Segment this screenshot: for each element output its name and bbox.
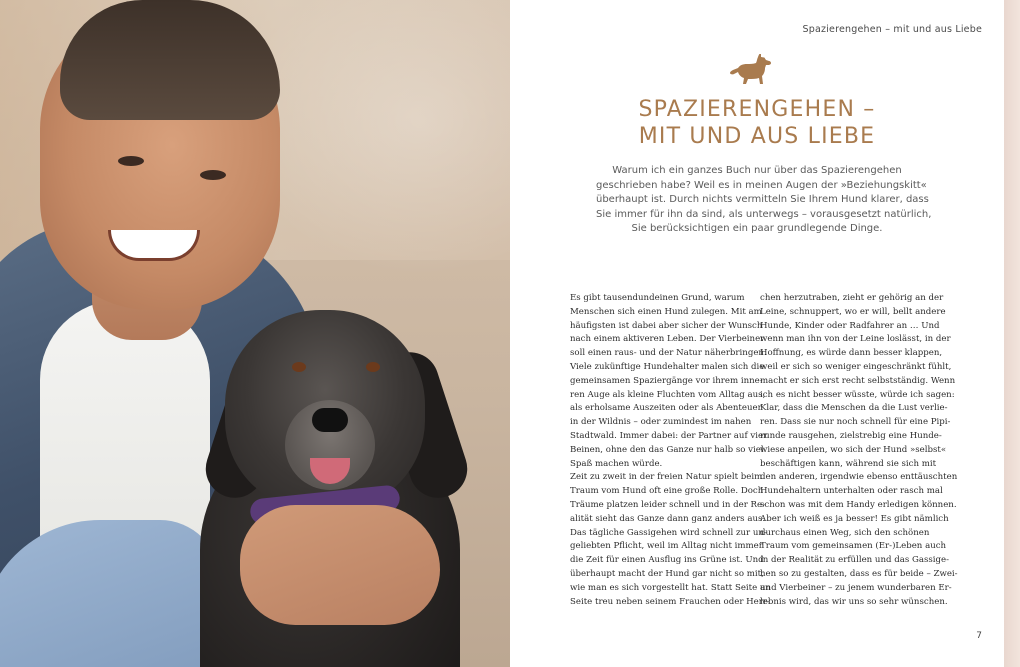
body-line: Zeit zu zweit in der freien Natur spielt beim (570, 472, 763, 483)
body-line: und Vierbeiner – zu jenem wunderbaren Er- (760, 582, 952, 593)
photo-dog-eye-right (366, 362, 380, 372)
body-line: ren Auge als kleine Fluchten vom Alltag aus, (570, 389, 766, 400)
photo-dog-eye-left (292, 362, 306, 372)
body-line: runde rausgehen, zielstrebig eine Hunde- (760, 430, 942, 441)
body-line: chen herzutraben, zieht er gehörig an der (760, 293, 944, 303)
photo-eye-left (118, 156, 144, 166)
body-line: wenn man ihn von der Leine loslässt, in der (760, 334, 951, 345)
text-page (510, 0, 1004, 667)
body-line: Traum vom gemeinsamen (Er-)Leben auch (760, 541, 947, 552)
body-line: Viele zukünftige Hundehalter malen sich die (570, 361, 765, 372)
intro-line: Warum ich ein ganzes Buch nur über das Spazierengehen (612, 165, 902, 176)
body-column-right (760, 292, 958, 609)
body-line: ren. Dass sie nur noch schnell für eine Pipi- (760, 417, 951, 428)
page-number: 7 (976, 631, 982, 641)
body-column-left (570, 292, 771, 609)
body-line: Traum vom Hund oft eine große Rolle. Doch (570, 486, 764, 497)
body-line: als erholsame Auszeiten oder als Abenteuer (570, 403, 762, 414)
body-line: in der Realität zu erfüllen und das Gassige- (760, 555, 950, 566)
body-line: hen so zu gestalten, dass es für beide – Zwei- (760, 568, 958, 579)
page-edge (1004, 0, 1020, 667)
intro-line: Sie immer für ihn da sind, als unterwegs – vorausgesetzt natürlich, (596, 208, 932, 220)
body-line: Stadtwald. Immer dabei: der Partner auf vier (570, 430, 768, 441)
body-line: Menschen sich einen Hund zulegen. Mit am (570, 306, 762, 317)
body-line: soll einen raus- und der Natur näherbringen. (570, 348, 767, 359)
body-line: Träume platzen leider schnell und in der Re- (570, 499, 765, 510)
body-line: Aber ich weiß es ja besser! Es gibt nämlich (760, 513, 949, 524)
body-line: lebnis wird, das wir uns so sehr wünschen. (760, 596, 948, 607)
intro-line: überhaupt ist. Durch nichts vermitteln Sie Ihrem Hund klarer, dass (596, 194, 929, 206)
body-line: überhaupt macht der Hund gar nicht so mit, (570, 568, 764, 579)
running-head: Spazierengehen – mit und aus Liebe (802, 24, 982, 35)
photo-eye-right (200, 170, 226, 180)
body-line: Klar, dass die Menschen da die Lust verlie- (760, 403, 948, 414)
body-line: Leine, schnuppert, wo er will, bellt andere (760, 306, 946, 317)
body-line: Spaß machen würde. (570, 458, 663, 469)
body-line: weil er sich so weniger eingeschränkt fühlt, (760, 361, 952, 372)
body-line: Hoffnung, es würde dann besser klappen, (760, 348, 943, 359)
body-line: geliebten Pflicht, weil im Alltag nicht immer (570, 541, 763, 552)
photo-dog-nose (312, 408, 348, 432)
body-line: schon was mit dem Handy erledigen können. (760, 499, 957, 510)
body-line: beschäftigen kann, während sie sich mit (760, 458, 937, 469)
chapter-title-line: MIT UND AUS LIEBE (638, 124, 876, 149)
body-line: den anderen, irgendwie ebenso enttäuschten (760, 472, 958, 483)
body-line: wiese anpeilen, wo sich der Hund »selbst« (760, 444, 947, 455)
body-line: Seite treu neben seinem Frauchen oder Herr- (570, 596, 770, 607)
chapter-title-line: SPAZIERENGEHEN – (638, 97, 876, 122)
body-line: häufigsten ist dabei aber sicher der Wunsch (570, 320, 763, 331)
body-line: wie man es sich vorgestellt hat. Statt Seite an (570, 582, 771, 593)
chapter-title (510, 96, 1004, 150)
body-line: alität sieht das Ganze dann ganz anders aus. (570, 513, 766, 524)
body-line: Das tägliche Gassigehen wird schnell zur un- (570, 527, 767, 538)
body-line: Hundehaltern unterhalten oder rasch mal (760, 486, 943, 497)
body-line: Hunde, Kinder oder Radfahrer an … Und (760, 320, 940, 331)
body-line: die Zeit für einen Ausflug ins Grüne ist. Und (570, 555, 764, 566)
body-line: nach einem aktiveren Leben. Der Vierbeiner (570, 334, 765, 345)
intro-line: Sie berücksichtigen ein paar grundlegende Dinge. (631, 223, 883, 235)
photo-hand (240, 505, 440, 625)
body-line: Es gibt tausendundeinen Grund, warum (570, 293, 745, 303)
body-line: gemeinsamen Spaziergänge vor ihrem inne- (570, 375, 763, 386)
photo-jeans (0, 520, 220, 667)
intro-paragraph (596, 164, 932, 237)
body-line: in der Wildnis – oder zumindest im nahen (570, 417, 752, 428)
body-line: Beinen, ohne den das Ganze nur halb so viel (570, 444, 764, 455)
dog-icon (728, 54, 776, 90)
body-line: macht er sich erst recht selbstständig. Wenn (760, 375, 956, 386)
body-line: ich es nicht besser wüsste, würde ich sagen: (760, 389, 955, 400)
body-line: durchaus einen Weg, sich den schönen (760, 527, 930, 538)
intro-line: geschrieben habe? Weil es in meinen Augen der »Beziehungskitt« (596, 179, 927, 191)
